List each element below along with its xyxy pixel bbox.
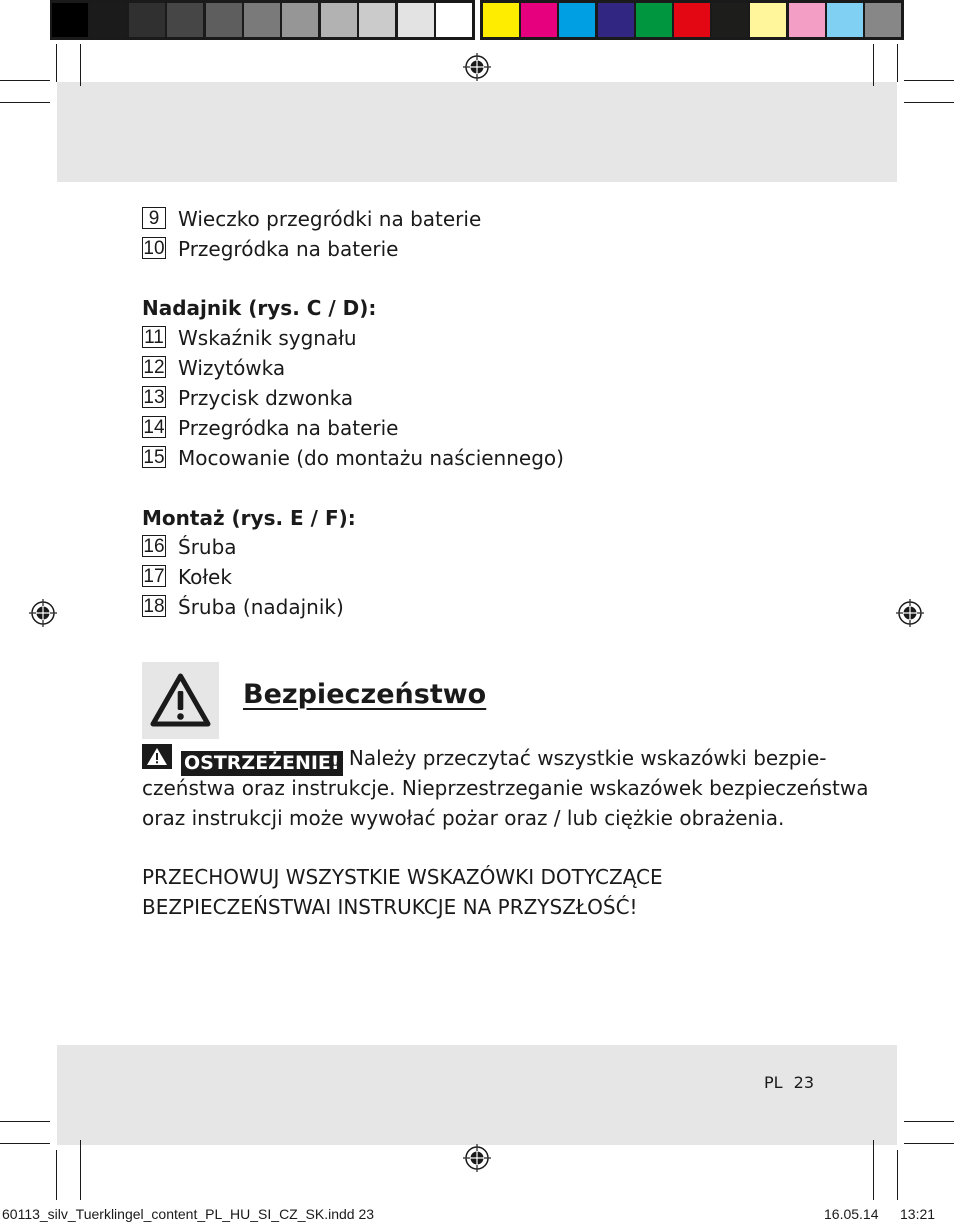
warning-line-3: oraz instrukcji może wywołać pożar oraz / lub ciężkie obrażenia.	[142, 806, 785, 830]
color-swatch	[598, 3, 634, 37]
item-number: 16	[143, 536, 165, 557]
warning-icon-box	[142, 662, 219, 739]
grey-swatch	[436, 3, 472, 37]
registration-mark-right-icon	[896, 599, 924, 627]
list-item	[142, 535, 237, 559]
keep-line-2: BEZPIECZEŃSTWAI INSTRUKCJE NA PRZYSZŁOŚĆ!	[142, 895, 638, 919]
grey-swatch	[321, 3, 357, 37]
grey-swatch	[167, 3, 203, 37]
item-label: Śruba	[178, 535, 237, 559]
color-swatch	[865, 3, 901, 37]
color-bar-greys	[50, 0, 475, 40]
transmitter-heading: Nadajnik (rys. C / D):	[142, 296, 377, 320]
list-item	[142, 416, 398, 440]
list-item	[142, 386, 353, 410]
item-label: Śruba (nadajnik)	[178, 595, 344, 619]
mounting-heading: Montaż (rys. E / F):	[142, 506, 356, 530]
color-swatch	[559, 3, 595, 37]
registration-mark-top-icon	[463, 53, 491, 81]
color-swatch	[483, 3, 519, 37]
page-footer	[764, 1074, 814, 1092]
item-label: Wizytówka	[178, 356, 286, 380]
item-label: Wskaźnik sygnału	[178, 326, 357, 350]
item-number: 13	[143, 387, 165, 408]
item-label: Przegródka na baterie	[178, 237, 399, 261]
color-swatch	[636, 3, 672, 37]
warning-line-1: Należy przeczytać wszystkie wskazówki bezpie-	[348, 746, 827, 770]
item-number: 15	[143, 447, 165, 468]
color-swatch	[827, 3, 863, 37]
registration-mark-left-icon	[29, 599, 57, 627]
item-label: Przegródka na baterie	[178, 416, 399, 440]
slug-date: 16.05.14	[824, 1206, 879, 1222]
item-number: 9	[142, 207, 166, 229]
item-label: Kołek	[178, 565, 232, 589]
list-item	[142, 207, 481, 231]
slug-file: 60113_silv_Tuerklingel_content_PL_HU_SI_CZ_SK.indd 23	[2, 1206, 375, 1222]
registration-mark-bottom-icon	[463, 1144, 491, 1172]
warning-paragraph	[142, 743, 869, 833]
grey-swatch	[359, 3, 395, 37]
color-bar-colors	[480, 0, 904, 40]
list-item	[142, 356, 285, 380]
list-item	[142, 237, 398, 261]
grey-swatch	[282, 3, 318, 37]
footer-band	[57, 1045, 897, 1145]
page-number: 23	[793, 1073, 815, 1092]
item-label: Mocowanie (do montażu naściennego)	[178, 446, 564, 470]
color-swatch	[789, 3, 825, 37]
list-item	[142, 446, 564, 470]
page-language: PL	[764, 1073, 783, 1092]
grey-swatch	[90, 3, 126, 37]
list-item	[142, 565, 232, 589]
grey-swatch	[206, 3, 242, 37]
warning-line-2: czeństwa oraz instrukcje. Nieprzestrzeganie wskazówek bezpieczeństwa	[142, 776, 869, 800]
item-label: Przycisk dzwonka	[178, 386, 354, 410]
color-swatch	[712, 3, 748, 37]
grey-swatch	[52, 3, 88, 37]
color-swatch	[674, 3, 710, 37]
grey-swatch	[129, 3, 165, 37]
warning-label: OSTRZEŻENIE!	[181, 751, 343, 776]
item-number: 18	[143, 596, 165, 617]
item-number: 12	[143, 357, 165, 378]
slug-time: 13:21	[900, 1206, 936, 1222]
grey-swatch	[244, 3, 280, 37]
warning-triangle-icon	[142, 662, 219, 739]
item-label: Wieczko przegródki na baterie	[178, 207, 482, 231]
item-number: 17	[143, 566, 165, 587]
item-number: 14	[143, 417, 165, 438]
list-item	[142, 326, 357, 350]
warning-small-icon	[142, 744, 172, 769]
color-swatch	[750, 3, 786, 37]
item-number: 11	[142, 326, 166, 348]
grey-swatch	[398, 3, 434, 37]
color-swatch	[521, 3, 557, 37]
safety-title: Bezpieczeństwo	[243, 679, 487, 710]
item-number: 10	[143, 238, 165, 259]
keep-line-1: PRZECHOWUJ WSZYSTKIE WSKAZÓWKI DOTYCZĄCE	[142, 865, 663, 889]
list-item	[142, 595, 344, 619]
keep-instructions	[142, 862, 663, 922]
header-band	[57, 82, 897, 182]
